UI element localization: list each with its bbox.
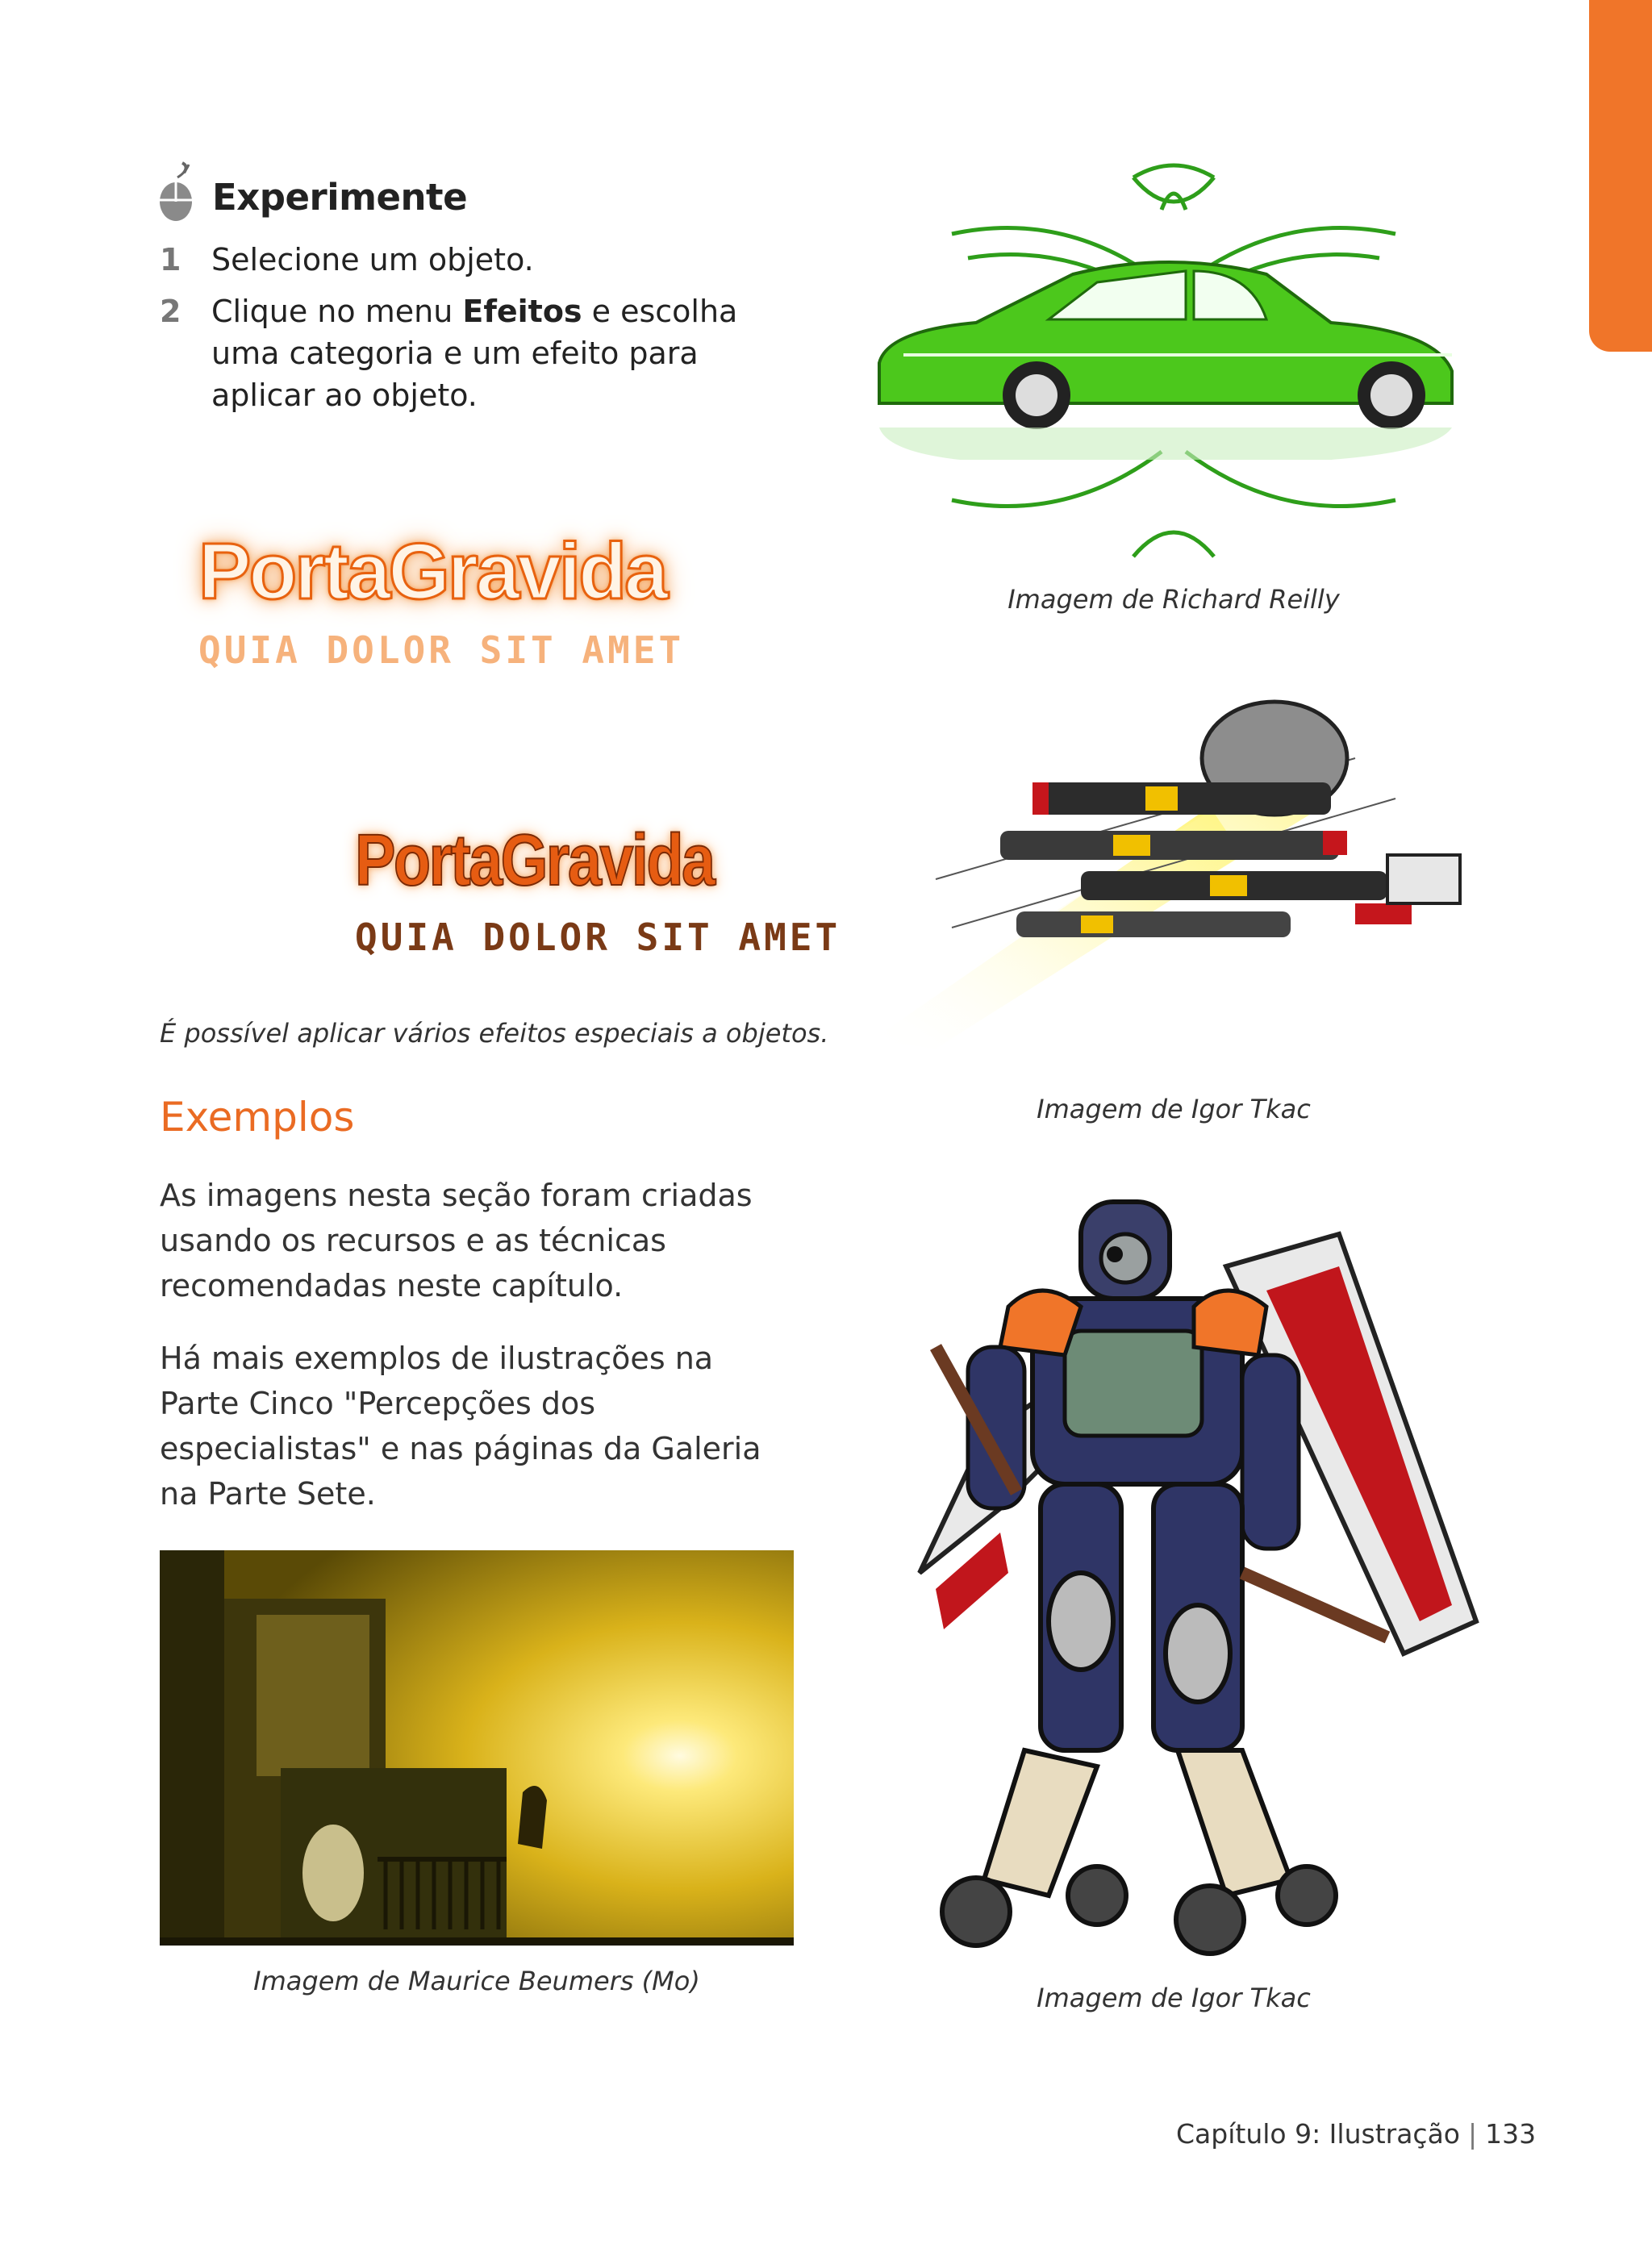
- footer-separator: |: [1467, 2118, 1478, 2150]
- try-it-title: Experimente: [212, 176, 468, 219]
- section-title: Exemplos: [160, 1094, 355, 1141]
- green-car-illustration: [855, 161, 1492, 565]
- paragraph: As imagens nesta seção foram criadas usando os recursos e as técnicas recomendadas neste capítulo.: [160, 1178, 753, 1303]
- menu-name-effects: Efeitos: [462, 294, 582, 329]
- chapter-title: Capítulo 9: Ilustração: [1176, 2118, 1460, 2150]
- page-number: 133: [1485, 2118, 1537, 2150]
- paragraph: Há mais exemplos de ilustrações na Parte Cinco "Percepções dos especialistas" e nas páginas da Galeria na Parte Sete.: [160, 1341, 761, 1512]
- step-text: Selecione um objeto.: [211, 242, 534, 277]
- ship-caption: Imagem de Igor Tkac: [1037, 1094, 1311, 1124]
- sunset-scene-illustration: [160, 1550, 794, 1946]
- logo-sample-outer-glow: [355, 820, 841, 959]
- logo-sample-glow: [198, 526, 684, 672]
- scene-caption: Imagem de Maurice Beumers (Mo): [253, 1966, 700, 1996]
- robot-caption: Imagem de Igor Tkac: [1037, 1983, 1311, 2013]
- effects-caption: É possível aplicar vários efeitos especiais a objetos.: [160, 1018, 829, 1049]
- robot-illustration: [887, 1170, 1484, 1968]
- step-number: 1: [160, 242, 181, 277]
- mouse-icon: [158, 160, 197, 223]
- car-caption: Imagem de Richard Reilly: [1007, 584, 1340, 615]
- logo-tagline: QUIA DOLOR SIT AMET: [198, 628, 685, 672]
- step-number: 2: [160, 294, 181, 329]
- logo-text: PortaGravida: [355, 820, 714, 901]
- spaceship-illustration: [871, 661, 1508, 1065]
- page-footer: [1176, 2118, 1536, 2150]
- logo-tagline: QUIA DOLOR SIT AMET: [355, 915, 841, 959]
- step-text: Clique no menu Efeitos e escolha uma categoria e um efeito para aplicar ao objeto.: [211, 294, 738, 413]
- logo-text: PortaGravida: [198, 527, 666, 615]
- chapter-tab-marker: [1589, 0, 1652, 352]
